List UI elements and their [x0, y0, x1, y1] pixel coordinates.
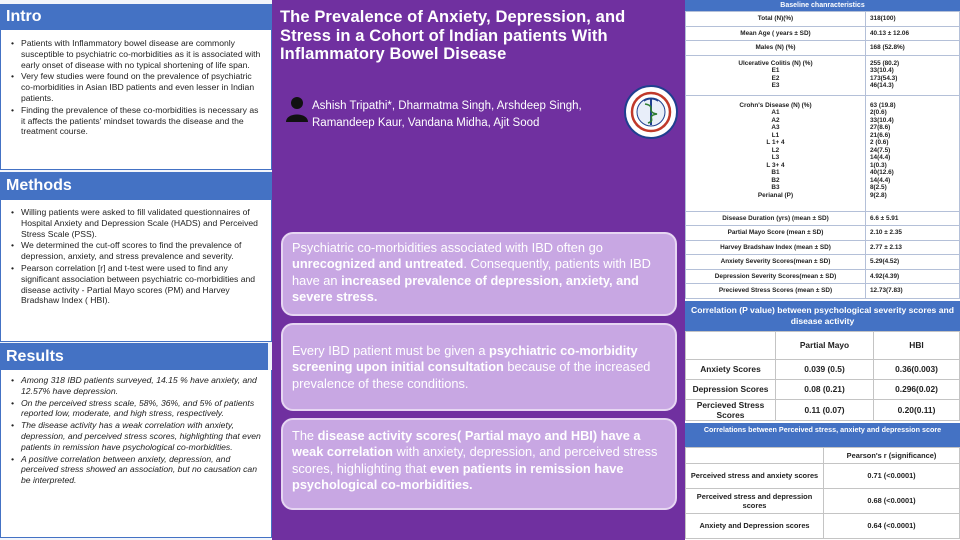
baseline-label: Harvey Bradshaw Index (mean ± SD) [686, 240, 866, 255]
correlation-activity-heading: Correlation (P value) between psychological severity scores and disease activity [685, 301, 960, 331]
baseline-label: Males (N) (%) [686, 41, 866, 56]
center-column [272, 0, 685, 540]
results-bullet: • The disease activity has a weak correlation with anxiety, depression, and perceived stress scores, highlighting that even patients in remission have psychological co-morbidities. [9, 420, 265, 452]
callout-emphasis: psychiatric co-morbidity screening upon initial consultation [292, 343, 638, 375]
callout-emphasis: disease activity scores( Partial mayo and HBI) have a weak correlation [292, 428, 641, 460]
baseline-value: 5.29(4.52) [866, 255, 960, 270]
partial-mayo-value: 0.08 (0.21) [776, 379, 874, 399]
intro-heading: Intro [0, 4, 272, 30]
baseline-label: Crohn's Disease (N) (%) A1 A2 A3 L1 L 1+ 4 L2 L3 L 3+ 4 B1 B2 B3 Perianal (P) [686, 95, 866, 211]
baseline-label: Ulcerative Colitis (N) (%) E1 E2 E3 [686, 55, 866, 95]
baseline-value: 168 (52.8%) [866, 41, 960, 56]
left-column [0, 0, 272, 540]
table-row [686, 463, 960, 488]
callout-emphasis: unrecognized and untreated [292, 256, 464, 272]
row-label: Perceived stress and anxiety scores [686, 463, 824, 488]
row-label: Anxiety and Depression scores [686, 513, 824, 538]
baseline-label: Partial Mayo Score (mean ± SD) [686, 226, 866, 241]
callout-prevalence [281, 232, 677, 316]
poster-title: The Prevalence of Anxiety, Depression, and Stress in a Cohort of Indian patients With Inflammatory Bowel Disease [280, 8, 626, 64]
intro-bullet: • Patients with Inflammatory bowel disease are commonly susceptible to psychiatric co-morbidities as it is associated with early onset of disease with no typical shortening of life span. [9, 38, 265, 70]
results-body [0, 370, 272, 538]
callout-text: with anxiety, depression, and perceived stress scores, highlighting that [292, 444, 658, 476]
methods-bullet: • We determined the cut-off scores to find the prevalence of depression, anxiety, and stress prevalence and severity. [9, 240, 265, 262]
table-row [686, 359, 960, 379]
baseline-label: Anxiety Severity Scores(mean ± SD) [686, 255, 866, 270]
intro-bullet: • Finding the prevalence of these co-morbidities is necessary as it affects the patients' mindset towards the disease and the treatment course. [9, 105, 265, 137]
header-partial-mayo: Partial Mayo [776, 331, 874, 359]
baseline-label: Total (N)(%) [686, 12, 866, 27]
callout-text: Every IBD patient must be given a [292, 343, 490, 358]
pearson-value: 0.64 (<0.0001) [824, 513, 960, 538]
baseline-value: 255 (80.2) 33(10.4) 173(54.3) 46(14.3) [866, 55, 960, 95]
baseline-value: 12.73(7.83) [866, 284, 960, 299]
intro-bullet: • Very few studies were found on the prevalence of psychiatric co-morbidities in Asian IBD patients and even lesser in Indian patients. [9, 71, 265, 103]
callout-emphasis: even patients in remission have psychological co-morbidities. [292, 460, 624, 493]
table-row [686, 41, 960, 56]
baseline-value: 63 (19.8) 2(0.6) 33(10.4) 27(8.6) 21(6.6) 2 (0.6) 24(7.5) 14(4.4) 1(0.3) 40(12.6) 14(4.4) 8(2.5) 9(2.8) [866, 95, 960, 211]
callout-text: The [292, 428, 318, 443]
correlation-stress-table [685, 447, 960, 539]
table-row [686, 240, 960, 255]
results-bullet: • A positive correlation between anxiety, depression, and perceived stress showed an association, but no causation can be interpreted. [9, 454, 265, 486]
baseline-value: 40.13 ± 12.06 [866, 26, 960, 41]
baseline-label: Mean Age ( years ± SD) [686, 26, 866, 41]
baseline-label: Depression Severity Scores(mean ± SD) [686, 269, 866, 284]
hbi-value: 0.36(0.003) [874, 359, 960, 379]
table-row [686, 269, 960, 284]
table-row [686, 12, 960, 27]
header-pearson: Pearson's r (significance) [824, 447, 960, 463]
intro-body [0, 30, 272, 170]
methods-heading: Methods [0, 172, 272, 200]
author-list: Ashish Tripathi*, Dharmatma Singh, Arshdeep Singh, Ramandeep Kaur, Vandana Midha, Ajit Sood [312, 100, 582, 129]
callout-text: . Consequently, patients with IBD have an [292, 256, 651, 288]
baseline-value: 2.77 ± 2.13 [866, 240, 960, 255]
table-row [686, 488, 960, 513]
row-label: Percieved Stress Scores [686, 399, 776, 420]
baseline-value: 4.92(4.39) [866, 269, 960, 284]
row-label: Depression Scores [686, 379, 776, 399]
table-row [686, 379, 960, 399]
table-row [686, 513, 960, 538]
header-hbi: HBI [874, 331, 960, 359]
baseline-label: Disease Duration (yrs) (mean ± SD) [686, 211, 866, 226]
row-label: Perceived stress and depression scores [686, 488, 824, 513]
row-label: Anxiety Scores [686, 359, 776, 379]
baseline-heading: Baseline chanracteristics [685, 0, 960, 11]
header-empty-cell [686, 447, 824, 463]
table-row [686, 399, 960, 420]
baseline-table [685, 11, 960, 299]
pearson-value: 0.71 (<0.0001) [824, 463, 960, 488]
baseline-value: 6.6 ± 5.91 [866, 211, 960, 226]
baseline-value: 318(100) [866, 12, 960, 27]
results-bullet: • On the perceived stress scale, 58%, 36%, and 5% of patients reported low, moderate, and high stress, respectively. [9, 398, 265, 420]
table-row [686, 95, 960, 211]
table-row [686, 55, 960, 95]
table-row [686, 211, 960, 226]
baseline-label: Precieved Stress Scores (mean ± SD) [686, 284, 866, 299]
results-bullet: • Among 318 IBD patients surveyed, 14.15 % have anxiety, and 12.57% have depression. [9, 375, 265, 397]
callout-emphasis: increased prevalence of depression, anxiety, and severe stress. [292, 272, 639, 305]
person-icon [284, 96, 310, 122]
partial-mayo-value: 0.11 (0.07) [776, 399, 874, 420]
header-empty-cell [686, 331, 776, 359]
baseline-value: 2.10 ± 2.35 [866, 226, 960, 241]
callout-screening [281, 323, 677, 411]
callout-text: because of the increased prevalence of these conditions. [292, 359, 651, 391]
callout-disease-activity [281, 418, 677, 510]
partial-mayo-value: 0.039 (0.5) [776, 359, 874, 379]
college-seal-logo [624, 85, 678, 139]
hbi-value: 0.20(0.11) [874, 399, 960, 420]
table-row [686, 284, 960, 299]
table-row [686, 226, 960, 241]
correlation-activity-table [685, 331, 960, 421]
hbi-value: 0.296(0.02) [874, 379, 960, 399]
methods-bullet: • Willing patients were asked to fill validated questionnaires of Hospital Anxiety and Depression Scale (HADS) and Perceived Stress Scale (PSS). [9, 207, 265, 239]
results-heading: Results [0, 343, 268, 370]
table-row [686, 255, 960, 270]
correlation-stress-heading: Correlations between Perceived stress, anxiety and depression score [685, 423, 960, 447]
methods-bullet: • Pearson correlation [r] and t-test were used to find any significant association between psychiatric co-morbidities and disease activity - Partial Mayo scores (PM) and Harvey Bradshaw Index ( HBI). [9, 263, 265, 306]
right-column [685, 0, 960, 540]
pearson-value: 0.68 (<0.0001) [824, 488, 960, 513]
callout-text: Psychiatric co-morbidities associated with IBD often go [292, 240, 603, 255]
methods-body [0, 200, 272, 342]
table-row [686, 26, 960, 41]
